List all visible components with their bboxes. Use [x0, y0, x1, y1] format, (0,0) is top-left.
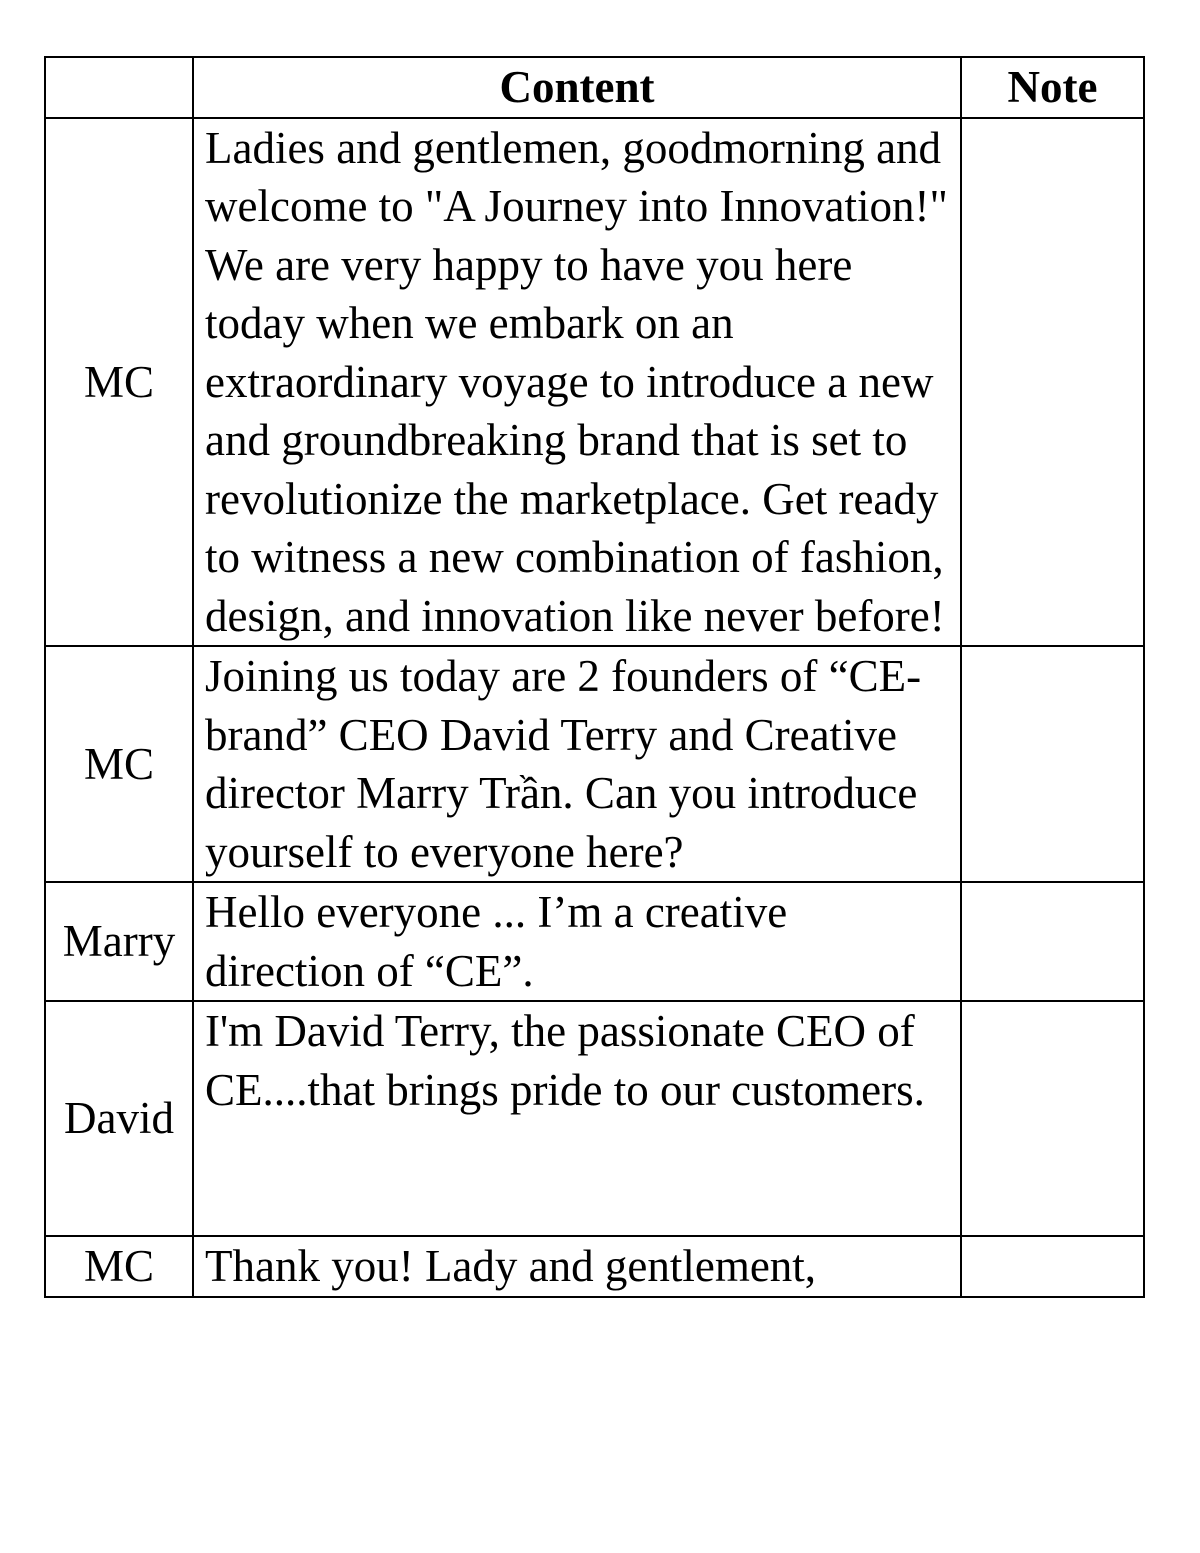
- note-cell: [961, 646, 1144, 882]
- speaker-cell: MC: [45, 1236, 193, 1297]
- table-row: [45, 646, 1144, 882]
- table-row: [45, 882, 1144, 1001]
- table-row: [45, 1001, 1144, 1236]
- speaker-cell: MC: [45, 646, 193, 882]
- note-cell: [961, 118, 1144, 647]
- note-cell: [961, 882, 1144, 1001]
- speaker-cell: David: [45, 1001, 193, 1236]
- speaker-cell: Marry: [45, 882, 193, 1001]
- header-content: Content: [193, 57, 961, 118]
- note-cell: [961, 1001, 1144, 1236]
- header-speaker: [45, 57, 193, 118]
- content-cell: Hello everyone ... I’m a creative direction of “CE”.: [193, 882, 961, 1001]
- script-table: [44, 56, 1145, 1298]
- note-cell: [961, 1236, 1144, 1297]
- speaker-cell: MC: [45, 118, 193, 647]
- content-cell: Ladies and gentlemen, goodmorning and welcome to "A Journey into Innovation!" We are very happy to have you here today when we embark on an extraordinary voyage to introduce a new and groundbreaking brand that is set to revolutionize the marketplace. Get ready to witness a new combination of fashion, design, and innovation like never before!: [193, 118, 961, 647]
- table-row: [45, 1236, 1144, 1297]
- content-cell: Thank you! Lady and gentlement,: [193, 1236, 961, 1297]
- header-note: Note: [961, 57, 1144, 118]
- content-cell: I'm David Terry, the passionate CEO of CE....that brings pride to our customers.: [193, 1001, 961, 1236]
- content-cell: Joining us today are 2 founders of “CE-brand” CEO David Terry and Creative director Marry Trần. Can you introduce yourself to everyone here?: [193, 646, 961, 882]
- header-row: [45, 57, 1144, 118]
- table-row: [45, 118, 1144, 647]
